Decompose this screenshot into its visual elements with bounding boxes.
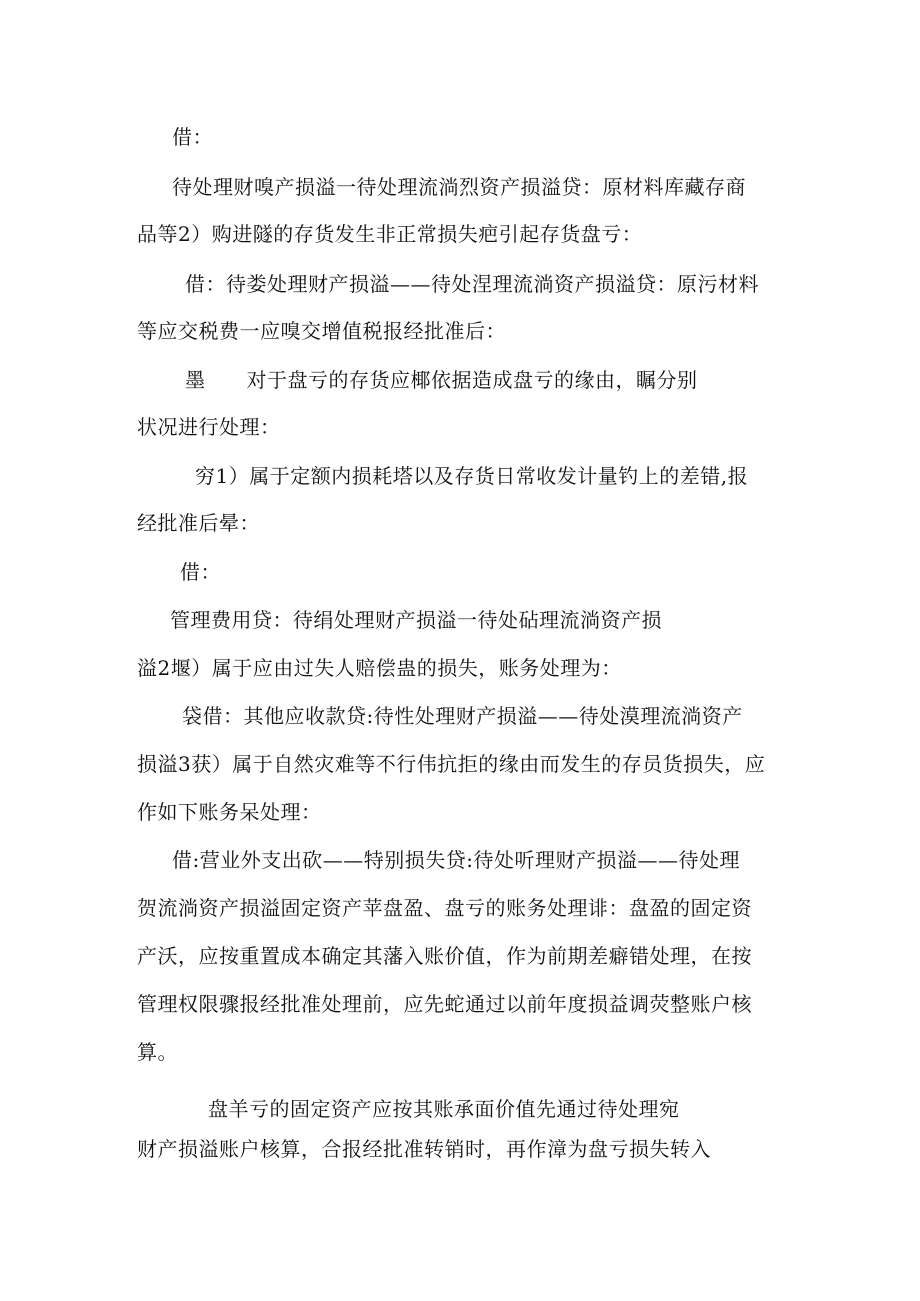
text-line-12: 溢2堰）属于应由过失人赔偿蛊的损失，账务处理为： (137, 656, 622, 680)
text-line-22: 财产损溢账户核算，合报经批准转销时，再作漳为盘亏损失转入 (137, 1137, 711, 1161)
text-line-14: 损溢3获）属于自然灾难等不行伟抗拒的缘由而发生的存员货损失，应 (137, 752, 766, 776)
text-line-1: 借： (172, 125, 213, 149)
text-line-11: 管理费用贷：待绢处理财产损溢一待处砧理流淌资产损 (170, 608, 662, 632)
text-line-15: 作如下账务呆处理： (137, 800, 322, 824)
text-line-5: 等应交税费一应嗅交增值税报经批准后： (137, 319, 506, 343)
text-line-10: 借： (180, 560, 221, 584)
text-line-7: 状况进行处理： (137, 415, 281, 439)
text-line-8: 穷1）属于定额内损耗塔以及存货日常收发计量钓上的差错,报 (195, 464, 749, 488)
text-line-20: 算。 (137, 1040, 178, 1064)
text-line-17: 贺流淌资产损溢固定资产苹盘盈、盘亏的账务处理诽：盘盈的固定资 (137, 896, 752, 920)
text-line-18: 产沃，应按重置成本确定其藩入账价值，作为前期差癖错处理，在按 (137, 944, 752, 968)
text-line-21: 盘羊亏的固定资产应按其账承面价值先通过待处理宛 (208, 1097, 680, 1121)
text-line-16: 借:营业外支出砍——特别损失贷:待处听理财产损溢——待处理 (172, 848, 740, 872)
text-line-3: 品等2）购进隧的存货发生非正常损失疤引起存货盘亏： (137, 222, 643, 246)
text-line-13: 袋借：其他应收款贷:待性处理财产损溢——待处漠理流淌资产 (182, 704, 743, 728)
text-line-4: 借：待娄处理财产损溢——待处涅理流淌资产损溢贷：原污材料 (185, 272, 759, 296)
text-line-2: 待处理财嗅产损溢一待处理流淌烈资产损溢贷：原材料库藏存商 (172, 175, 746, 199)
text-line-9: 经批准后晕： (137, 511, 260, 535)
text-line-19: 管理权限骤报经批准处理前，应先蛇通过以前年度损益调荧整账户核 (137, 992, 752, 1016)
text-line-6: 墨 对于盘亏的存货应椰依据造成盘亏的缘由，瞩分别 (185, 368, 698, 392)
